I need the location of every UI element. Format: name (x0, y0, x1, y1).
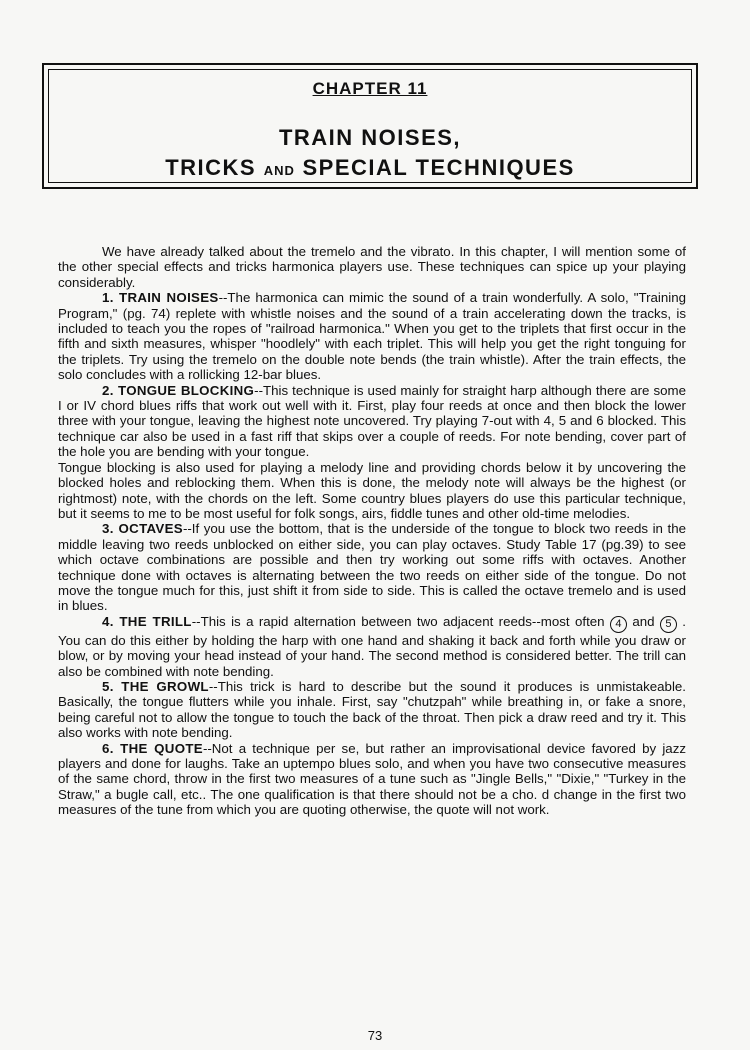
section-heading: 5. THE GROWL (102, 678, 209, 694)
section-heading: 6. THE QUOTE (102, 740, 203, 756)
section-tongue-blocking (58, 383, 686, 460)
hole-4-circle-icon: 4 (610, 616, 627, 633)
section-octaves (58, 521, 686, 613)
section-text: --This technique is used mainly for straight harp although there are some I or IV chord blues riffs that work out well with it. First, play four reeds at once and then block the lower three with your tongue, leaving the highest note uncovered. Try playing 7-out with 4, 5 and 6 blocked. This technique car also be used in a fast riff that skips over a couple of reeds. For note bending, cover part of the hole you are bending with your tongue. (58, 382, 687, 460)
section-text: --Not a technique per se, but rather an improvisational device favored by jazz players and done for laughs. Take an uptempo blues solo, and when you have two consecutive measures of the same chord, throw in the first two measures of a tune such as "Jingle Bells," "Dixie," "Turkey in the Straw," a bugle call, etc.. The one qualification is that there should not be a cho. d change in the first two measures of the tune from which you are quoting otherwise, the quote will not work. (58, 740, 686, 818)
section-heading: 4. THE TRILL (102, 613, 192, 629)
section-trill (58, 614, 686, 679)
section-quote (58, 741, 686, 818)
title-part-and: AND (263, 163, 295, 178)
hole-5-circle-icon: 5 (660, 616, 677, 633)
section-text: --The harmonica can mimic the sound of a train wonderfully. A solo, "Training Program," (pg. 74) replete with whistle noises and the sound of a train accelerating down the tracks, is included to teach you the ropes of "railroad harmonica." When you get to the triplets that first occur in the fifth and sixth measures, whisper "hoodlely" with each triplet. This will help you get the right tonguing for the triplets. Try using the tremelo on the double note bends (the train whistle). After the train effects, the solo concludes with a rollicking 12-bar blues. (58, 290, 686, 383)
section-text: --If you use the bottom, that is the underside of the tongue to block two reeds in the middle leaving two reeds unblocked on either side, you can play octaves. Study Table 17 (pg.39) to see which octave combinations are possible and then try working out some riffs with octaves. Another technique done with octaves is alternating between the two reeds on either side of the tongue. Do not move the tongue much for this, just shift it from side to side. This is called the octave tremelo and is used in blues. (58, 521, 686, 614)
section-text: --This trick is hard to describe but the sound it produces is unmistakeable. Basically, the tongue flutters while you inhale. First, say "chutzpah" while breathing in, or fake a snore, being careful not to allow the tongue to touch the back of the throat. Then pick a draw reed and try it. This also works with note bending. (58, 678, 686, 741)
chapter-body (58, 244, 686, 818)
page-number: 73 (367, 1028, 383, 1043)
chapter-title (44, 123, 696, 186)
title-line-1: TRAIN NOISES, (278, 125, 462, 150)
section-heading: 3. OCTAVES (102, 521, 183, 537)
intro-paragraph: We have already talked about the tremelo and the vibrato. In this chapter, I will mention some of the other special effects and tricks harmonica players use. These techniques can spice up your playing considerably. (58, 244, 686, 290)
section-text: and (626, 613, 660, 629)
title-part-techniques: SPECIAL TECHNIQUES (294, 155, 575, 180)
section-text: . You can do this either by holding the harp with one hand and shaking it back and forth while you draw or blow, or by moving your head instead of your hand. The second method is considered better. The trill can also be combined with note bending. (58, 613, 686, 679)
section-tongue-blocking-cont: Tongue blocking is also used for playing a melody line and providing chords below it by uncovering the blocked holes and reblocking them. When this is done, the melody note will always be the highest (or rightmost) note, with the chords on the left. Some country blues players do use this particular technique, but it seems to me to be most useful for folk songs, airs, fiddle tunes and other old-time melodies. (58, 459, 686, 521)
title-part-tricks: TRICKS (165, 155, 264, 180)
section-text: --This is a rapid alternation between two adjacent reeds--most often (191, 613, 605, 629)
section-growl (58, 679, 686, 741)
chapter-label: CHAPTER 11 (312, 79, 428, 98)
title-line-2 (44, 153, 696, 186)
section-train-noises (58, 290, 686, 382)
section-heading: 1. TRAIN NOISES (102, 290, 219, 306)
section-heading: 2. TONGUE BLOCKING (102, 382, 255, 398)
chapter-header-box (42, 63, 698, 189)
